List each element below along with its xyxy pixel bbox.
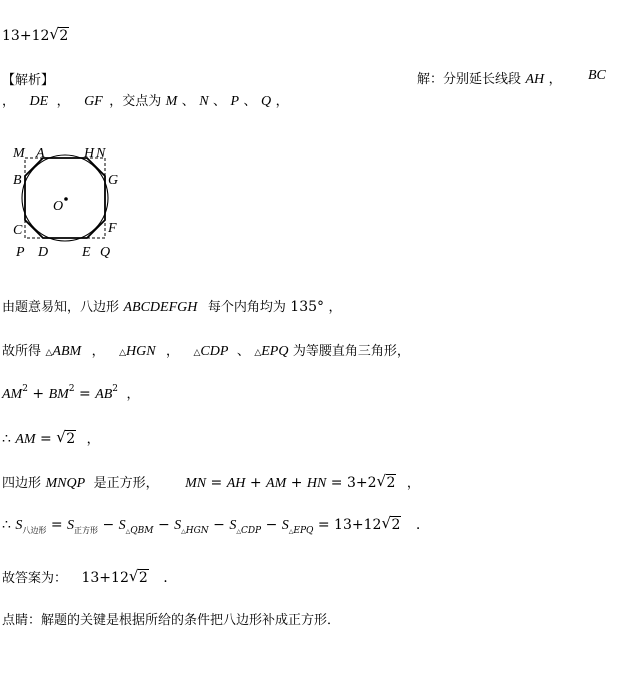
l6-sub-epq: EPQ bbox=[293, 526, 314, 536]
line-square bbox=[2, 472, 420, 492]
l5-radicand: 2 bbox=[386, 475, 396, 491]
l1-pre: 由题意易知，八边形 bbox=[2, 300, 120, 315]
point-p: P bbox=[230, 94, 240, 109]
sep-1: ， bbox=[548, 72, 562, 87]
l3-exp3: 2 bbox=[112, 384, 119, 394]
l3-eq: = bbox=[79, 386, 91, 402]
line-interior-angle bbox=[2, 296, 341, 316]
dot-2: 、 bbox=[213, 94, 227, 109]
answer-sqrt: √ 2 bbox=[49, 25, 69, 44]
l2-sep1: ， bbox=[91, 344, 105, 359]
l5-two: 2 bbox=[367, 475, 377, 491]
triangle-hgn: HGN bbox=[126, 344, 156, 359]
triangle-epq: EPQ bbox=[261, 344, 289, 359]
l3-am: AM bbox=[2, 387, 23, 402]
l6-sub-cdp: CDP bbox=[240, 526, 262, 536]
l5-mn: MN bbox=[185, 476, 207, 491]
l6-sqrt: √ 2 bbox=[381, 514, 401, 533]
dot-3: 、 bbox=[243, 94, 257, 109]
triangle-abm: ABM bbox=[52, 344, 82, 359]
answer-coef: 12 bbox=[31, 28, 50, 44]
answer-expression bbox=[2, 25, 69, 44]
l1-end: ， bbox=[328, 300, 342, 315]
sep-4: ， bbox=[275, 94, 289, 109]
label-f: F bbox=[108, 221, 117, 236]
l3-exp1: 2 bbox=[22, 384, 28, 394]
l7-thirteen: 13 bbox=[81, 570, 100, 586]
analysis-intro bbox=[417, 68, 562, 88]
triangle-icon: △ bbox=[119, 348, 126, 358]
l1-octagon-name: ABCDEFGH bbox=[123, 300, 198, 315]
segment-ah: AH bbox=[525, 72, 545, 87]
l6-eq1: = bbox=[50, 517, 63, 533]
l6-s6: S bbox=[281, 518, 289, 533]
l1-angle-value: 135° bbox=[290, 299, 325, 315]
label-n: N bbox=[96, 146, 106, 161]
octagon-figure bbox=[8, 140, 128, 262]
line-pythagoras bbox=[2, 383, 140, 403]
l3-exp2: 2 bbox=[68, 384, 75, 394]
l2-pre: 故所得 bbox=[2, 344, 42, 359]
l5-three: 3 bbox=[346, 475, 356, 491]
l6-s3: S bbox=[118, 518, 126, 533]
point-q: Q bbox=[261, 94, 272, 109]
l7-radicand: 2 bbox=[138, 570, 148, 586]
l6-s1: S bbox=[15, 518, 23, 533]
l6-s4: S bbox=[174, 518, 182, 533]
intro-text: 解：分别延长线段 bbox=[417, 72, 522, 87]
l6-twelve: 12 bbox=[363, 517, 382, 533]
tip-text: 点睛：解题的关键是根据所给的条件把八边形补成正方形． bbox=[2, 613, 341, 628]
triangle-icon: △ bbox=[193, 348, 201, 358]
l5-sqrt: √ 2 bbox=[376, 472, 396, 491]
l2-sep2: ， bbox=[166, 344, 180, 359]
analysis-label: 【解析】 bbox=[2, 73, 55, 88]
center-dot bbox=[64, 197, 68, 201]
sep-3: ， bbox=[56, 94, 70, 109]
l5-am: AM bbox=[266, 476, 287, 491]
line-am-value bbox=[2, 428, 100, 448]
l4-am: AM bbox=[15, 432, 36, 447]
l5-end: ， bbox=[406, 476, 420, 491]
l6-sub-qbm: QBM bbox=[130, 526, 154, 536]
l3-bm: BM bbox=[48, 387, 69, 402]
l5-plus1: + bbox=[249, 475, 262, 491]
line-triangles bbox=[2, 340, 410, 360]
point-n: N bbox=[199, 94, 209, 109]
label-p: P bbox=[16, 245, 25, 260]
triangle-icon: △ bbox=[254, 348, 262, 358]
l5-ah: AH bbox=[226, 476, 246, 491]
intersection-text: ，交点为 bbox=[109, 94, 162, 109]
sep-2: ， bbox=[2, 94, 16, 109]
label-c: C bbox=[13, 223, 23, 238]
l6-sub-octagon: 八边形 bbox=[22, 526, 47, 535]
l6-plus: + bbox=[351, 517, 364, 533]
l5-pre: 四边形 bbox=[2, 476, 42, 491]
l4-eq: = bbox=[40, 431, 52, 447]
triangle-cdp: CDP bbox=[200, 344, 229, 359]
l7-end: . bbox=[163, 570, 168, 586]
l5-plus2: + bbox=[290, 475, 303, 491]
label-a: A bbox=[36, 146, 45, 161]
l5-mid: 是正方形， bbox=[93, 476, 159, 491]
l3-plus: + bbox=[32, 386, 45, 402]
l4-sqrt: √ 2 bbox=[56, 428, 76, 447]
l6-radicand: 2 bbox=[391, 517, 401, 533]
l5-eq1: = bbox=[210, 475, 223, 491]
l6-end: . bbox=[415, 517, 421, 533]
l6-eq2: = bbox=[317, 517, 330, 533]
l6-s5: S bbox=[229, 518, 237, 533]
answer-radicand: 2 bbox=[59, 28, 69, 44]
label-h: H bbox=[84, 146, 95, 161]
l3-ab: AB bbox=[95, 387, 113, 402]
l5-hn: HN bbox=[306, 476, 327, 491]
l6-thirteen: 13 bbox=[334, 517, 352, 533]
label-e: E bbox=[82, 245, 91, 260]
label-d: D bbox=[38, 245, 49, 260]
line-final-answer bbox=[2, 567, 168, 586]
line-area: ∴ $S_{八边形} = S_{正方形} - S_{\triangle QBM} - S_{\triangle HGN} - S_{\triangle CDP} - S_{\triangle EPQ} = 13+12$ √ 2 . bbox=[2, 514, 421, 536]
point-m: M bbox=[165, 94, 178, 109]
l7-plus: + bbox=[99, 570, 112, 586]
answer-lead: 13 bbox=[2, 28, 20, 44]
label-o: O bbox=[53, 199, 64, 214]
triangle-icon: △ bbox=[45, 348, 53, 358]
l1-mid: 每个内角均为 bbox=[207, 300, 286, 315]
therefore-symbol: ∴ bbox=[2, 431, 11, 447]
l3-end: ， bbox=[126, 387, 140, 402]
label-m: M bbox=[13, 146, 25, 161]
label-q: Q bbox=[100, 245, 111, 260]
l5-plus3: + bbox=[355, 475, 368, 491]
l6-sub-hgn: HGN bbox=[185, 526, 209, 536]
l7-twelve: 12 bbox=[111, 570, 129, 586]
analysis-row-2 bbox=[2, 90, 289, 110]
l6-sub-square: 正方形 bbox=[74, 526, 99, 535]
segment-bc: BC bbox=[588, 68, 606, 83]
label-g: G bbox=[108, 173, 119, 188]
l2-sep3: 、 bbox=[236, 344, 250, 359]
l7-sqrt: √ 2 bbox=[128, 567, 148, 586]
answer-plus: + bbox=[19, 28, 32, 44]
label-b: B bbox=[13, 173, 22, 188]
dot-1: 、 bbox=[181, 94, 195, 109]
l6-therefore: ∴ bbox=[2, 517, 11, 533]
l4-radicand: 2 bbox=[66, 431, 76, 447]
l7-pre: 故答案为： bbox=[2, 571, 68, 586]
segment-de: DE bbox=[29, 94, 49, 109]
l2-end: 为等腰直角三角形， bbox=[292, 344, 410, 359]
l5-square-name: MNQP bbox=[45, 476, 86, 491]
l4-end: ， bbox=[86, 432, 100, 447]
l6-s2: S bbox=[67, 518, 75, 533]
l5-eq2: = bbox=[330, 475, 343, 491]
segment-gf: GF bbox=[84, 94, 103, 109]
